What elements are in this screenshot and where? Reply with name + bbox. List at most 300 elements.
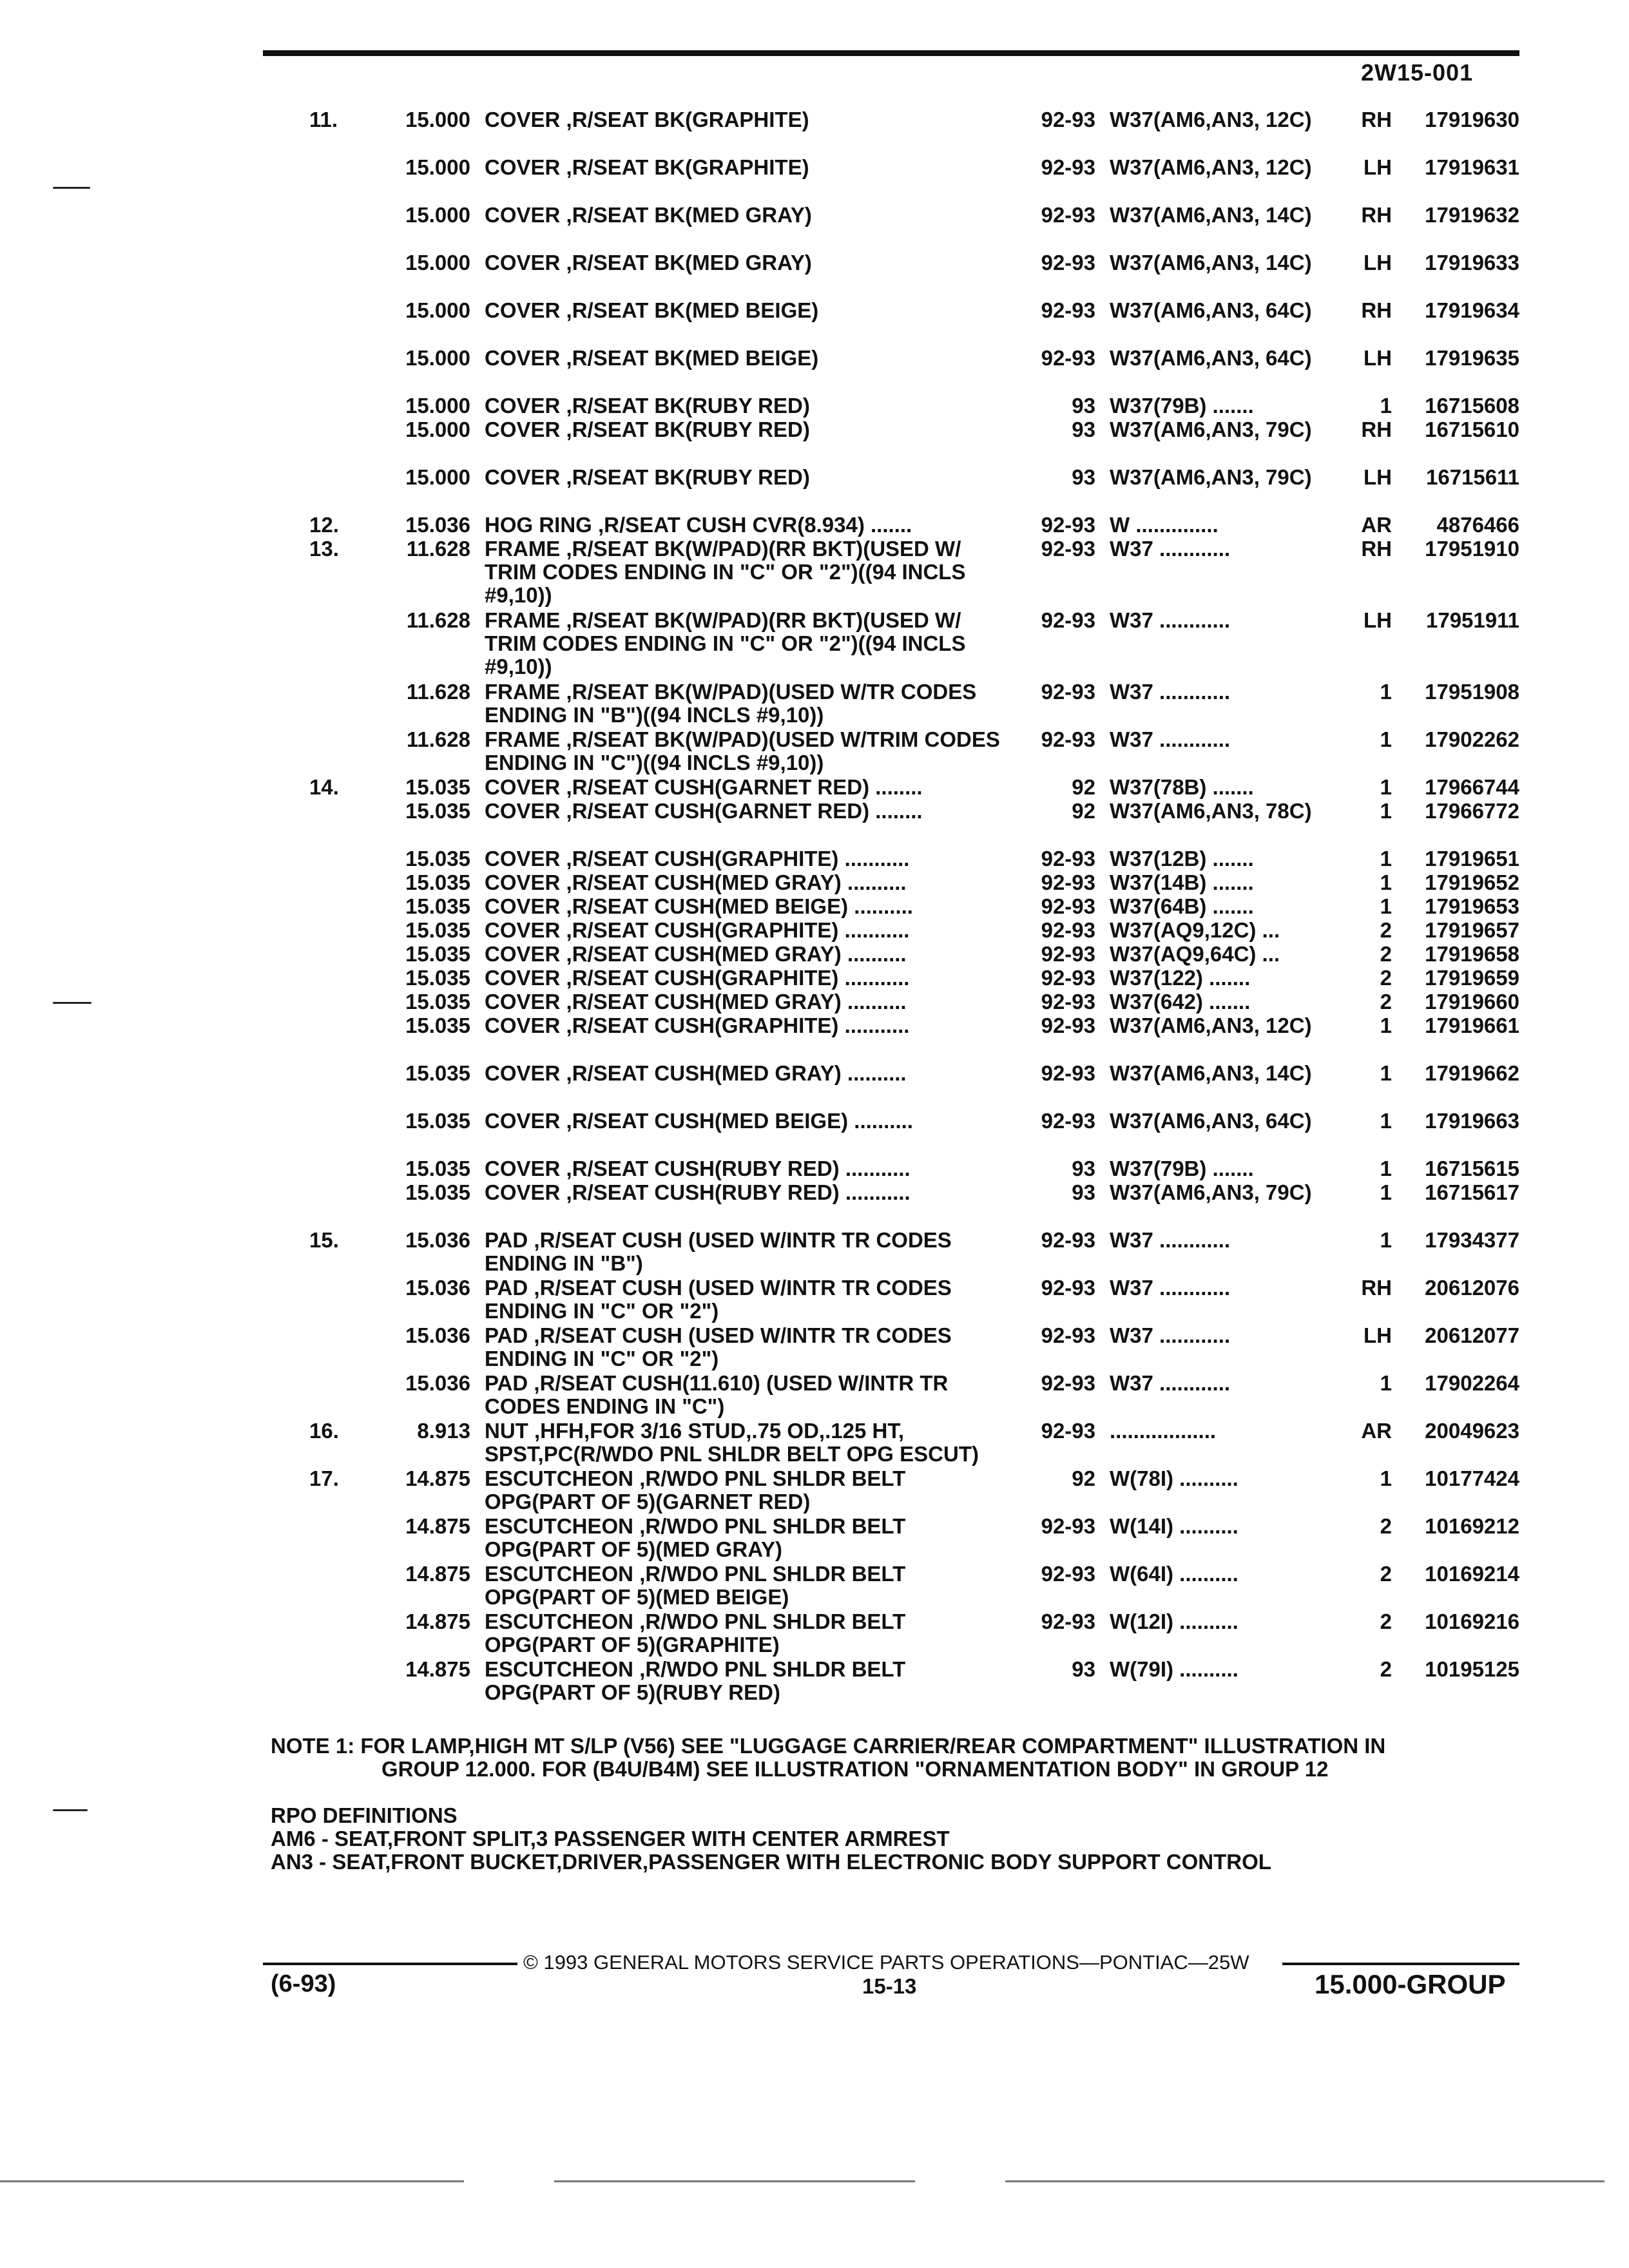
model-years: 92-93: [1041, 1419, 1095, 1443]
part-number: 10169216: [1425, 1610, 1519, 1633]
model-years: 92-93: [1041, 1228, 1095, 1252]
part-number: 17919660: [1425, 990, 1519, 1014]
group-number: 15.036: [405, 1276, 470, 1300]
model-years: 93: [1072, 1180, 1095, 1204]
part-row: [0, 728, 1629, 776]
part-description: [485, 1014, 1013, 1037]
part-detail: ,R/SEAT CUSH CVR(8.934) .......: [598, 513, 912, 537]
part-detail: ,R/SEAT CUSH(MED GRAY) ..........: [566, 942, 907, 966]
part-detail: ,R/SEAT CUSH(RUBY RED) ...........: [566, 1180, 911, 1204]
rpo-line-am6: AM6 - SEAT,FRONT SPLIT,3 PASSENGER WITH CENTER ARMREST: [271, 1827, 950, 1850]
group-number: 15.000: [405, 298, 470, 322]
part-name: COVER: [485, 942, 561, 966]
part-name: COVER: [485, 847, 561, 870]
part-row: [0, 1610, 1629, 1658]
model-usage: W(12I) ..........: [1110, 1610, 1239, 1633]
part-detail: ,R/SEAT CUSH (USED W/INTR TR CODES ENDING IN "B"): [485, 1228, 952, 1275]
part-description: [485, 1610, 1013, 1657]
part-name: COVER: [485, 966, 561, 990]
part-description: [485, 251, 1013, 274]
model-years: 92-93: [1041, 966, 1095, 990]
model-usage: W37(AM6,AN3, 79C): [1110, 418, 1312, 441]
part-row: [0, 847, 1629, 871]
quantity: 1: [1380, 799, 1392, 823]
part-number: 10169212: [1425, 1514, 1519, 1538]
model-usage: W37(AM6,AN3, 64C): [1110, 1109, 1312, 1133]
group-id: 15.000-GROUP: [1315, 1969, 1506, 1999]
part-name: COVER: [485, 251, 561, 274]
scan-mark: [53, 187, 90, 189]
group-number: 15.000: [405, 155, 470, 179]
model-years: 92: [1072, 775, 1095, 799]
part-number: 17919632: [1425, 203, 1519, 227]
part-detail: ,R/SEAT CUSH(MED GRAY) ..........: [566, 990, 907, 1014]
part-row: [0, 1658, 1629, 1706]
part-number: 17902262: [1425, 727, 1519, 751]
part-detail: ,R/SEAT CUSH(GARNET RED) ........: [566, 799, 923, 823]
model-years: 93: [1072, 394, 1095, 418]
quantity: LH: [1364, 155, 1392, 179]
part-row: [0, 1229, 1629, 1276]
part-description: [485, 1157, 1013, 1180]
part-row: [0, 1372, 1629, 1419]
part-description: [485, 347, 1013, 370]
part-number: 17919635: [1425, 346, 1519, 370]
part-description: [485, 776, 1013, 799]
note-line-1: NOTE 1: FOR LAMP,HIGH MT S/LP (V56) SEE "LUGGAGE CARRIER/REAR COMPARTMENT" ILLUSTRATION IN: [271, 1734, 1386, 1758]
part-name: NUT: [485, 1419, 528, 1443]
part-detail: ,R/SEAT CUSH(MED BEIGE) ..........: [566, 894, 913, 918]
part-name: ESCUTCHEON: [485, 1610, 634, 1633]
model-years: 92-93: [1041, 727, 1095, 751]
part-description: [485, 1181, 1013, 1204]
part-row: [0, 1467, 1629, 1515]
part-detail: ,R/SEAT CUSH(GRAPHITE) ...........: [566, 1014, 910, 1037]
quantity: 1: [1380, 680, 1392, 704]
part-name: COVER: [485, 870, 561, 894]
group-number: 15.035: [405, 847, 470, 870]
part-description: [485, 871, 1013, 894]
part-name: ESCUTCHEON: [485, 1466, 634, 1490]
part-number: 17919631: [1425, 155, 1519, 179]
model-years: 92-93: [1041, 1514, 1095, 1538]
parts-list: [0, 108, 1629, 1706]
item-ref: 14.: [309, 775, 339, 799]
quantity: 1: [1380, 1228, 1392, 1252]
part-row: [0, 418, 1629, 466]
model-usage: W37(AQ9,12C) ...: [1110, 918, 1280, 942]
part-description: [485, 847, 1013, 870]
part-description: [485, 1562, 1013, 1609]
model-years: 92: [1072, 799, 1095, 823]
part-name: COVER: [485, 1180, 561, 1204]
part-name: PAD: [485, 1276, 528, 1300]
part-name: COVER: [485, 990, 561, 1014]
part-detail: ,R/SEAT BK(MED BEIGE): [566, 298, 819, 322]
part-name: ESCUTCHEON: [485, 1657, 634, 1681]
part-row: [0, 1324, 1629, 1372]
part-number: 17934377: [1425, 1228, 1519, 1252]
part-number: 17919653: [1425, 894, 1519, 918]
part-number: 10195125: [1425, 1657, 1519, 1681]
quantity: 1: [1380, 1180, 1392, 1204]
group-number: 15.035: [405, 942, 470, 966]
part-description: [485, 728, 1013, 774]
part-description: [485, 1229, 1013, 1275]
part-detail: ,R/SEAT BK(MED BEIGE): [566, 346, 819, 370]
part-description: [485, 1372, 1013, 1418]
part-row: [0, 251, 1629, 299]
model-usage: W37(AM6,AN3, 64C): [1110, 346, 1312, 370]
part-number: 17919657: [1425, 918, 1519, 942]
model-years: 92-93: [1041, 990, 1095, 1014]
model-years: 92-93: [1041, 1323, 1095, 1347]
part-detail: ,R/SEAT CUSH(MED BEIGE) ..........: [566, 1109, 913, 1133]
model-years: 92-93: [1041, 918, 1095, 942]
model-years: 92-93: [1041, 608, 1095, 632]
page-id: 2W15-001: [1361, 59, 1474, 86]
model-years: 92-93: [1041, 1276, 1095, 1300]
group-number: 15.036: [405, 1371, 470, 1395]
part-description: [485, 943, 1013, 966]
group-number: 15.000: [405, 465, 470, 489]
part-row: [0, 204, 1629, 251]
part-description: [485, 1467, 1013, 1514]
part-description: [485, 919, 1013, 942]
group-number: 15.036: [405, 1323, 470, 1347]
quantity: LH: [1364, 1323, 1392, 1347]
quantity: AR: [1361, 513, 1392, 537]
group-number: 11.628: [406, 537, 470, 561]
part-name: COVER: [485, 799, 561, 823]
group-number: 14.875: [405, 1514, 470, 1538]
quantity: LH: [1364, 608, 1392, 632]
part-description: [485, 1515, 1013, 1561]
model-years: 92-93: [1041, 155, 1095, 179]
part-name: COVER: [485, 203, 561, 227]
part-row: [0, 966, 1629, 990]
part-description: [485, 394, 1013, 418]
quantity: 2: [1380, 1562, 1392, 1586]
part-detail: ,R/SEAT CUSH(MED GRAY) ..........: [566, 1061, 907, 1085]
quantity: 1: [1380, 727, 1392, 751]
scan-line: [0, 2180, 464, 2182]
model-years: 92-93: [1041, 1562, 1095, 1586]
quantity: 1: [1380, 775, 1392, 799]
model-usage: W ..............: [1110, 513, 1219, 537]
part-number: 17966772: [1425, 799, 1519, 823]
part-name: FRAME: [485, 537, 561, 561]
part-description: [485, 204, 1013, 227]
part-description: [485, 418, 1013, 441]
model-usage: W37 ............: [1110, 1228, 1231, 1252]
part-name: COVER: [485, 1157, 561, 1180]
model-usage: W37(AM6,AN3, 12C): [1110, 1014, 1312, 1037]
group-number: 15.000: [405, 203, 470, 227]
group-number: 15.036: [405, 1228, 470, 1252]
quantity: 2: [1380, 966, 1392, 990]
model-usage: W37 ............: [1110, 727, 1231, 751]
model-years: 92-93: [1041, 537, 1095, 561]
part-number: 16715611: [1425, 465, 1519, 489]
part-description: [485, 1276, 1013, 1323]
note: [271, 1735, 1534, 1781]
model-usage: W37(79B) .......: [1110, 394, 1254, 418]
quantity: LH: [1364, 346, 1392, 370]
part-number: 10169214: [1425, 1562, 1519, 1586]
part-detail: ,R/WDO PNL SHLDR BELT OPG(PART OF 5)(MED BEIGE): [485, 1562, 906, 1609]
part-description: [485, 299, 1013, 322]
part-detail: ,R/WDO PNL SHLDR BELT OPG(PART OF 5)(GRAPHITE): [485, 1610, 906, 1657]
model-years: 92-93: [1041, 108, 1095, 131]
group-number: 14.875: [405, 1466, 470, 1490]
model-years: 93: [1072, 465, 1095, 489]
part-row: [0, 156, 1629, 204]
group-number: 14.875: [405, 1562, 470, 1586]
part-number: 17902264: [1425, 1371, 1519, 1395]
item-ref: 12.: [309, 513, 339, 537]
model-years: 92-93: [1041, 298, 1095, 322]
part-description: [485, 514, 1013, 537]
group-number: 15.000: [405, 108, 470, 131]
part-number: 17919663: [1425, 1109, 1519, 1133]
model-usage: W(79I) ..........: [1110, 1657, 1239, 1681]
part-number: 17919630: [1425, 108, 1519, 131]
part-description: [485, 1658, 1013, 1704]
model-usage: W37(78B) .......: [1110, 775, 1254, 799]
model-years: 93: [1072, 418, 1095, 441]
group-number: 15.035: [405, 894, 470, 918]
part-row: [0, 990, 1629, 1014]
quantity: RH: [1361, 1276, 1392, 1300]
part-detail: ,R/SEAT CUSH (USED W/INTR TR CODES ENDING IN "C" OR "2"): [485, 1276, 952, 1323]
model-usage: W(64I) ..........: [1110, 1562, 1239, 1586]
part-detail: ,R/SEAT CUSH(GRAPHITE) ...........: [566, 918, 910, 942]
part-number: 17919658: [1425, 942, 1519, 966]
item-ref: 13.: [309, 537, 339, 561]
model-years: 92-93: [1041, 847, 1095, 870]
part-row: [0, 1014, 1629, 1062]
part-row: [0, 776, 1629, 800]
quantity: 1: [1380, 870, 1392, 894]
quantity: 2: [1380, 942, 1392, 966]
model-years: 92-93: [1041, 1610, 1095, 1633]
footer-copyright: © 1993 GENERAL MOTORS SERVICE PARTS OPERATIONS—PONTIAC—25W: [523, 1951, 1249, 1974]
model-usage: W37(12B) .......: [1110, 847, 1254, 870]
part-name: COVER: [485, 465, 561, 489]
model-years: 92-93: [1041, 1371, 1095, 1395]
part-name: COVER: [485, 1014, 561, 1037]
model-usage: W37(AM6,AN3, 79C): [1110, 465, 1312, 489]
part-name: COVER: [485, 775, 561, 799]
part-detail: ,R/SEAT BK(MED GRAY): [566, 203, 812, 227]
part-detail: ,R/SEAT BK(RUBY RED): [566, 465, 810, 489]
part-number: 17951911: [1425, 608, 1519, 632]
quantity: 1: [1380, 1109, 1392, 1133]
part-number: 16715617: [1425, 1180, 1519, 1204]
quantity: 2: [1380, 990, 1392, 1014]
part-detail: ,R/SEAT BK(GRAPHITE): [566, 108, 809, 131]
quantity: 1: [1380, 1157, 1392, 1180]
part-name: COVER: [485, 918, 561, 942]
part-name: COVER: [485, 418, 561, 441]
part-description: [485, 680, 1013, 727]
quantity: RH: [1361, 203, 1392, 227]
part-detail: ,R/SEAT CUSH (USED W/INTR TR CODES ENDING IN "C" OR "2"): [485, 1323, 952, 1370]
part-row: [0, 108, 1629, 156]
group-number: 15.035: [405, 990, 470, 1014]
scan-mark: [53, 1002, 92, 1004]
model-years: 93: [1072, 1157, 1095, 1180]
scan-line: [1005, 2180, 1605, 2182]
part-name: COVER: [485, 298, 561, 322]
part-name: HOG RING: [485, 513, 592, 537]
model-usage: W37(AM6,AN3, 14C): [1110, 203, 1312, 227]
part-row: [0, 895, 1629, 919]
part-detail: ,R/SEAT CUSH(MED GRAY) ..........: [566, 870, 907, 894]
part-detail: ,R/SEAT BK(RUBY RED): [566, 418, 810, 441]
part-row: [0, 800, 1629, 847]
part-name: ESCUTCHEON: [485, 1562, 634, 1586]
model-years: 92-93: [1041, 1109, 1095, 1133]
group-number: 15.035: [405, 1061, 470, 1085]
part-detail: ,R/SEAT BK(MED GRAY): [566, 251, 812, 274]
group-number: 11.628: [406, 608, 470, 632]
model-usage: W37 ............: [1110, 1323, 1231, 1347]
part-name: COVER: [485, 1061, 561, 1085]
group-number: 15.035: [405, 966, 470, 990]
rpo-line-an3: AN3 - SEAT,FRONT BUCKET,DRIVER,PASSENGER WITH ELECTRONIC BODY SUPPORT CONTROL: [271, 1850, 1271, 1874]
part-name: FRAME: [485, 727, 561, 751]
part-number: 16715610: [1425, 418, 1519, 441]
part-detail: ,R/SEAT BK(W/PAD)(USED W/TR CODES ENDING IN "B")((94 INCLS #9,10)): [485, 680, 977, 727]
rpo-title: RPO DEFINITIONS: [271, 1803, 458, 1827]
part-row: [0, 871, 1629, 895]
model-usage: W37 ............: [1110, 608, 1231, 632]
quantity: 2: [1380, 1514, 1392, 1538]
part-number: 17919662: [1425, 1061, 1519, 1085]
model-usage: W(14I) ..........: [1110, 1514, 1239, 1538]
quantity: LH: [1364, 465, 1392, 489]
group-number: 15.035: [405, 1014, 470, 1037]
part-number: 20049623: [1425, 1419, 1519, 1443]
quantity: 1: [1380, 394, 1392, 418]
part-name: COVER: [485, 108, 561, 131]
group-number: 15.035: [405, 1157, 470, 1180]
model-usage: W37(AM6,AN3, 12C): [1110, 155, 1312, 179]
part-name: PAD: [485, 1323, 528, 1347]
part-number: 17919661: [1425, 1014, 1519, 1037]
part-name: FRAME: [485, 680, 561, 704]
model-usage: W37(14B) .......: [1110, 870, 1254, 894]
model-usage: W37(642) .......: [1110, 990, 1251, 1014]
date-code: (6-93): [271, 1970, 336, 1997]
part-row: [0, 1181, 1629, 1229]
part-number: 17966744: [1425, 775, 1519, 799]
part-row: [0, 1562, 1629, 1610]
note-line-2: GROUP 12.000. FOR (B4U/B4M) SEE ILLUSTRATION "ORNAMENTATION BODY" IN GROUP 12: [381, 1757, 1329, 1781]
footer-rule-left: [263, 1963, 517, 1965]
part-detail: ,R/WDO PNL SHLDR BELT OPG(PART OF 5)(GARNET RED): [485, 1466, 906, 1514]
part-description: [485, 156, 1013, 179]
quantity: 1: [1380, 847, 1392, 870]
model-years: 92-93: [1041, 346, 1095, 370]
part-row: [0, 537, 1629, 609]
part-name: COVER: [485, 346, 561, 370]
part-description: [485, 466, 1013, 489]
model-usage: W37(64B) .......: [1110, 894, 1254, 918]
quantity: 1: [1380, 1371, 1392, 1395]
part-detail: ,R/SEAT CUSH(11.610) (USED W/INTR TR CODES ENDING IN "C"): [485, 1371, 949, 1418]
part-number: 17919659: [1425, 966, 1519, 990]
quantity: AR: [1361, 1419, 1392, 1443]
part-detail: ,R/WDO PNL SHLDR BELT OPG(PART OF 5)(RUBY RED): [485, 1657, 906, 1704]
part-description: [485, 537, 1013, 607]
group-number: 15.035: [405, 918, 470, 942]
model-usage: W37(AM6,AN3, 14C): [1110, 251, 1312, 274]
model-usage: W37(AM6,AN3, 14C): [1110, 1061, 1312, 1085]
part-description: [485, 1419, 1013, 1466]
model-years: 93: [1072, 1657, 1095, 1681]
quantity: 1: [1380, 894, 1392, 918]
part-detail: ,R/SEAT BK(W/PAD)(USED W/TRIM CODES ENDING IN "C")((94 INCLS #9,10)): [485, 727, 1000, 774]
group-number: 15.000: [405, 418, 470, 441]
part-number: 17951908: [1425, 680, 1519, 704]
group-number: 14.875: [405, 1610, 470, 1633]
group-number: 15.035: [405, 1109, 470, 1133]
part-number: 17919651: [1425, 847, 1519, 870]
part-detail: ,R/WDO PNL SHLDR BELT OPG(PART OF 5)(MED GRAY): [485, 1514, 906, 1561]
part-detail: ,R/SEAT BK(GRAPHITE): [566, 155, 809, 179]
quantity: 1: [1380, 1014, 1392, 1037]
part-number: 17919633: [1425, 251, 1519, 274]
item-ref: 16.: [309, 1419, 339, 1443]
part-detail: ,R/SEAT CUSH(GARNET RED) ........: [566, 775, 923, 799]
part-description: [485, 966, 1013, 990]
part-name: COVER: [485, 155, 561, 179]
group-number: 15.000: [405, 346, 470, 370]
group-number: 11.628: [406, 727, 470, 751]
part-number: 20612076: [1425, 1276, 1519, 1300]
model-usage: W37(AQ9,64C) ...: [1110, 942, 1280, 966]
model-usage: W37(122) .......: [1110, 966, 1251, 990]
group-number: 11.628: [406, 680, 470, 704]
part-number: 17919634: [1425, 298, 1519, 322]
footer-rule-right: [1282, 1963, 1519, 1965]
model-years: 92-93: [1041, 251, 1095, 274]
part-row: [0, 680, 1629, 728]
quantity: RH: [1361, 418, 1392, 441]
part-number: 20612077: [1425, 1323, 1519, 1347]
part-row: [0, 1276, 1629, 1324]
part-detail: ,R/SEAT BK(RUBY RED): [566, 394, 810, 418]
part-row: [0, 943, 1629, 966]
part-description: [485, 1062, 1013, 1085]
group-number: 8.913: [417, 1419, 470, 1443]
model-usage: ..................: [1110, 1419, 1217, 1443]
scan-mark: [53, 1809, 88, 1811]
page-number: 15-13: [862, 1974, 917, 1998]
model-years: 92-93: [1041, 680, 1095, 704]
quantity: 1: [1380, 1061, 1392, 1085]
part-description: [485, 1324, 1013, 1370]
model-usage: W37(AM6,AN3, 79C): [1110, 1180, 1312, 1204]
model-years: 92: [1072, 1466, 1095, 1490]
rpo-definitions: [271, 1804, 1534, 1874]
group-number: 15.035: [405, 799, 470, 823]
part-row: [0, 1157, 1629, 1181]
part-description: [485, 108, 1013, 131]
